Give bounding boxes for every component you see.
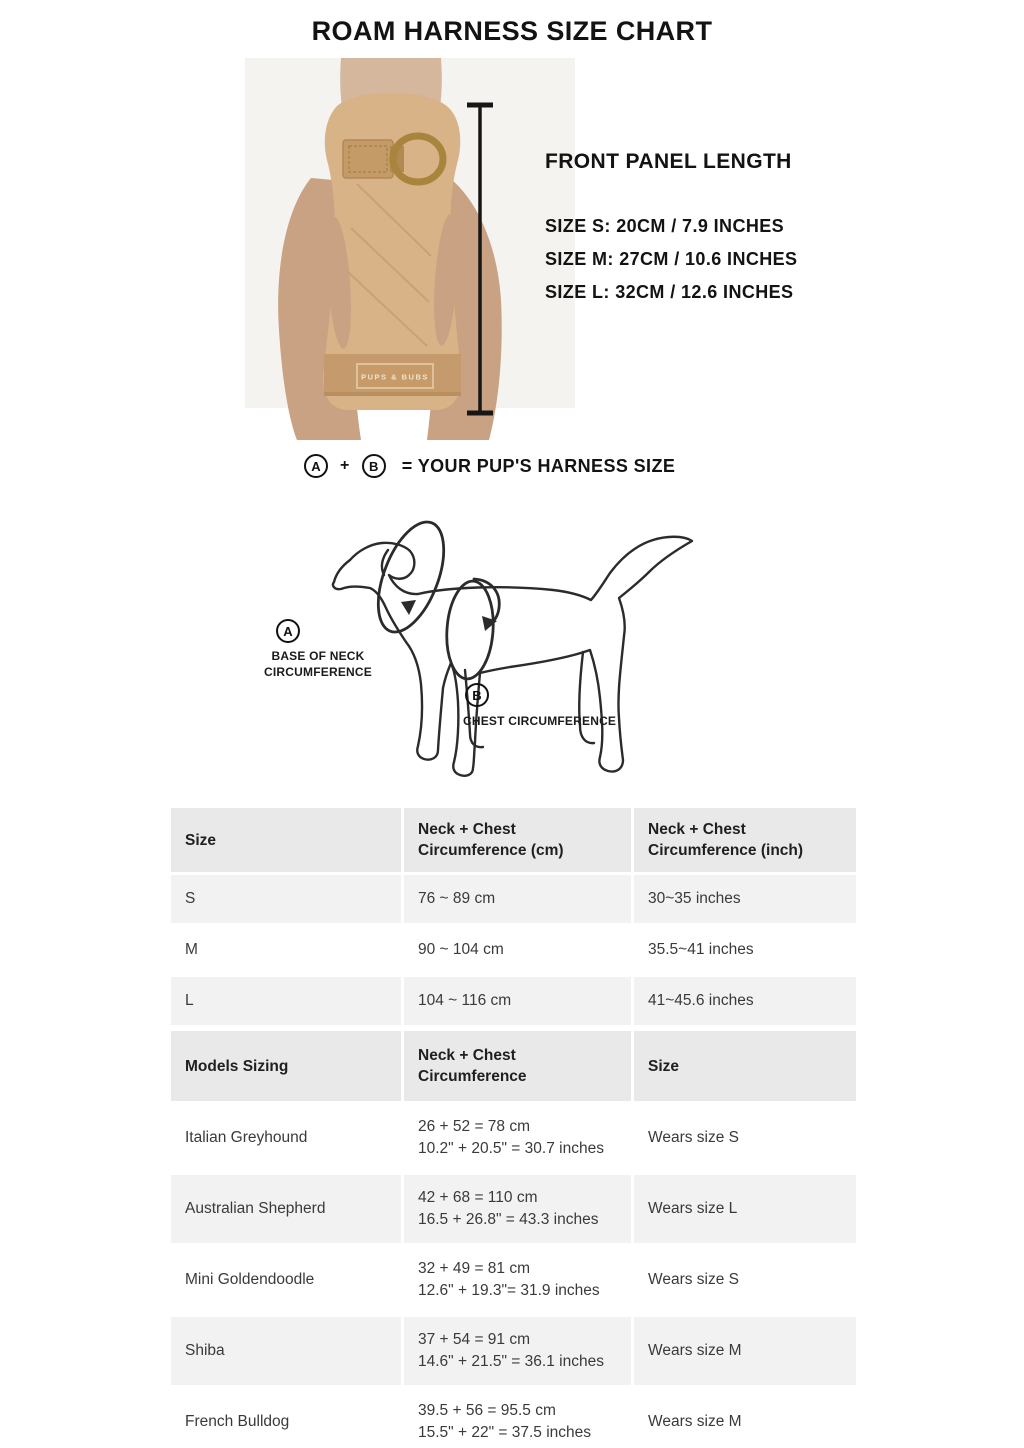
column-header: Size <box>170 807 403 874</box>
table-cell: 41~45.6 inches <box>633 976 858 1027</box>
table-cell: Italian Greyhound <box>170 1103 403 1174</box>
table-cell: M <box>170 925 403 976</box>
harness-size-formula <box>304 452 675 480</box>
table-row <box>170 1316 858 1387</box>
table-cell: Wears size M <box>633 1316 858 1387</box>
table-row <box>170 976 858 1027</box>
table-cell: 37 + 54 = 91 cm 14.6" + 21.5" = 36.1 inches <box>403 1316 633 1387</box>
size-tables <box>168 805 856 1448</box>
table-cell: Wears size S <box>633 1245 858 1316</box>
column-header: Neck + Chest Circumference <box>403 1030 633 1103</box>
table-cell: 26 + 52 = 78 cm 10.2" + 20.5" = 30.7 inches <box>403 1103 633 1174</box>
page-title: ROAM HARNESS SIZE CHART <box>311 16 713 46</box>
column-header: Models Sizing <box>170 1030 403 1103</box>
table-cell: Wears size L <box>633 1174 858 1245</box>
table-cell: French Bulldog <box>170 1387 403 1448</box>
table-cell: 42 + 68 = 110 cm 16.5 + 26.8" = 43.3 inches <box>403 1174 633 1245</box>
size-table <box>168 805 859 1028</box>
table-cell: 76 ~ 89 cm <box>403 874 633 925</box>
front-panel-info <box>545 150 825 309</box>
harness-photo-illustration <box>245 58 575 440</box>
table-cell: 39.5 + 56 = 95.5 cm 15.5" + 22" = 37.5 inches <box>403 1387 633 1448</box>
column-header: Neck + Chest Circumference (inch) <box>633 807 858 874</box>
table-cell: 104 ~ 116 cm <box>403 976 633 1027</box>
table-cell: Mini Goldendoodle <box>170 1245 403 1316</box>
table-row <box>170 1245 858 1316</box>
list-item: SIZE M: 27CM / 10.6 INCHES <box>545 249 798 269</box>
column-header: Neck + Chest Circumference (cm) <box>403 807 633 874</box>
table-row <box>170 1103 858 1174</box>
column-header: Size <box>633 1030 858 1103</box>
table-header-row <box>170 1030 858 1103</box>
chest-circumference-caption: CHEST CIRCUMFERENCE <box>463 714 617 728</box>
plus-sign: + <box>340 457 350 474</box>
neck-loop-arrowhead <box>401 600 416 615</box>
models-sizing-table <box>168 1028 859 1448</box>
table-cell: S <box>170 874 403 925</box>
measuring-diagram <box>258 520 728 798</box>
table-cell: 32 + 49 = 81 cm 12.6" + 19.3"= 31.9 inches <box>403 1245 633 1316</box>
table-cell: Shiba <box>170 1316 403 1387</box>
harness-brand-tag: PUPS & BUBS <box>361 372 429 382</box>
neck-circumference-caption: BASE OF NECK CIRCUMFERENCE <box>264 649 372 679</box>
list-item: SIZE L: 32CM / 12.6 INCHES <box>545 282 794 302</box>
table-header-row <box>170 807 858 874</box>
diagram-b-marker: B <box>465 683 489 707</box>
table-cell: Wears size S <box>633 1103 858 1174</box>
circled-b-icon: B <box>362 454 386 478</box>
front-panel-sizes <box>545 210 825 309</box>
table-row <box>170 874 858 925</box>
table-cell: 30~35 inches <box>633 874 858 925</box>
circled-a-icon: A <box>304 454 328 478</box>
harness-photo <box>245 58 575 440</box>
diagram-a-marker: A <box>276 619 300 643</box>
table-cell: 90 ~ 104 cm <box>403 925 633 976</box>
table-row <box>170 1174 858 1245</box>
table-row <box>170 925 858 976</box>
table-cell: Wears size M <box>633 1387 858 1448</box>
table-cell: 35.5~41 inches <box>633 925 858 976</box>
list-item: SIZE S: 20CM / 7.9 INCHES <box>545 216 785 236</box>
table-cell: L <box>170 976 403 1027</box>
front-panel-heading: FRONT PANEL LENGTH <box>545 150 792 173</box>
formula-result-text: = YOUR PUP'S HARNESS SIZE <box>401 455 676 476</box>
table-cell: Australian Shepherd <box>170 1174 403 1245</box>
table-row <box>170 1387 858 1448</box>
